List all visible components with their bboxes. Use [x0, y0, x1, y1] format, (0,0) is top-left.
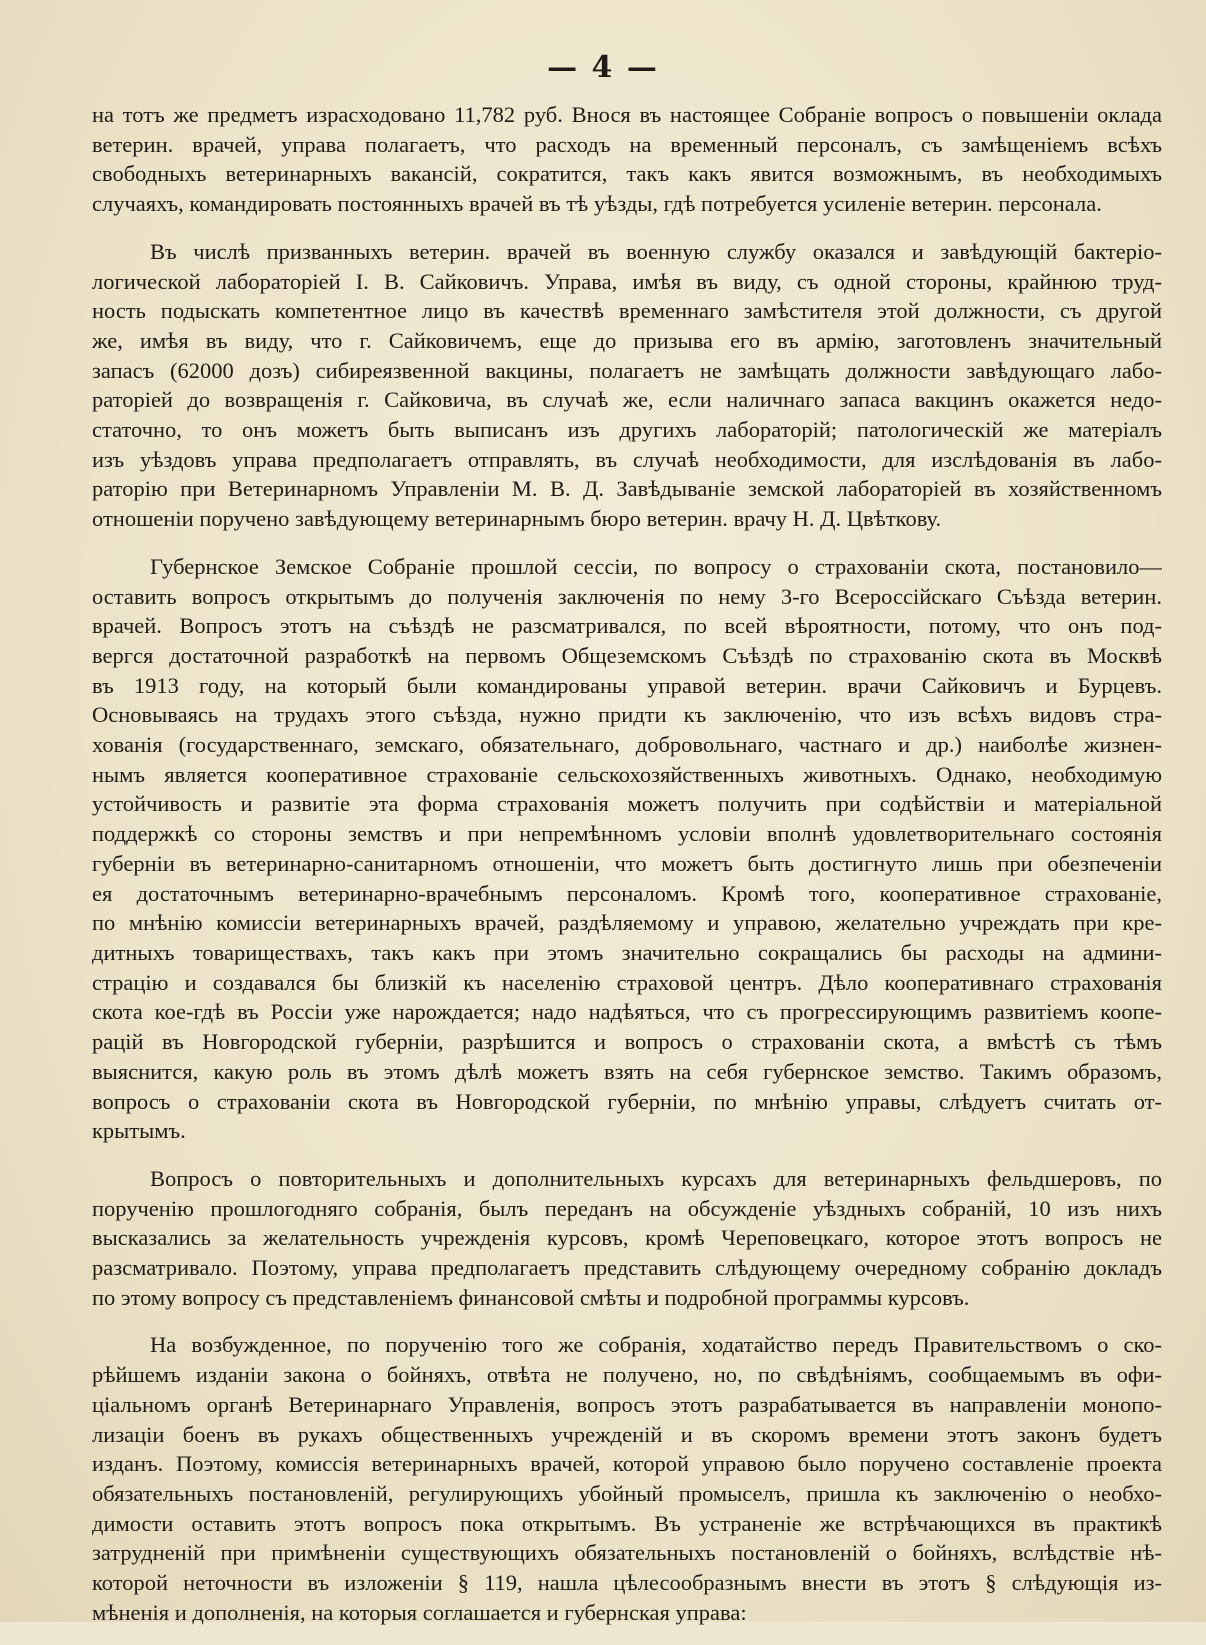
text-line: рѣйшемъ изданiи закона о бойняхъ, отвѣта не получено, но, по свѣдѣнiямъ, сообщаемымъ въ офи- [92, 1362, 1162, 1388]
text-line: Въ числѣ призванныхъ ветерин. врачей въ военную службу оказался и завѣдующiй бактерiо- [150, 238, 1162, 264]
text-line: выяснится, какую роль въ этомъ дѣлѣ можетъ взять на себя губернское земство. Такимъ образомъ, [92, 1058, 1162, 1084]
text-line: дитныхъ товариществахъ, такъ какъ при этомъ значительно сокращались бы расходы на админи- [92, 939, 1162, 965]
text-line: въ 1913 году, на который были командированы управой ветерин. врачи Сайковичъ и Бурцевъ. [92, 672, 1162, 698]
text-line: же, имѣя въ виду, что г. Сайковичемъ, еще до призыва его въ армiю, заготовленъ значительный [92, 327, 1162, 353]
text-line: ность подыскать компетентное лицо въ качествѣ временнаго замѣстителя этой должности, съ другой [92, 298, 1162, 324]
text-line: Основываясь на трудахъ этого съѣзда, нужно придти къ заключенiю, что изъ всѣхъ видовъ стра- [92, 702, 1162, 728]
text-line: цiальномъ органѣ Ветеринарнаго Управленiя, вопросъ этотъ разрабатывается въ направленiи монопо- [92, 1391, 1162, 1417]
text-line: рацiй въ Новгородской губернiи, разрѣшится и вопросъ о страхованiи скота, а вмѣстѣ съ тѣмъ [92, 1029, 1162, 1055]
text-line: изъ уѣздовъ управа предполагаетъ отправлять, въ случаѣ необходимости, для изслѣдованiя въ лабо- [92, 446, 1162, 472]
text-line: крытымъ. [92, 1118, 186, 1144]
text-line: мѣненiя и дополненiя, на которыя соглашается и губернская управа: [92, 1599, 747, 1625]
paragraph-5 [92, 1330, 1162, 1627]
body-text [92, 100, 1162, 1645]
paragraph-3 [92, 552, 1162, 1146]
text-line: по этому вопросу съ представленiемъ финансовой смѣты и подробной программы курсовъ. [92, 1284, 970, 1310]
text-line: страцiю и создавался бы близкiй къ населенiю страховой центръ. Дѣло кооперативнаго страхованiя [92, 969, 1162, 995]
text-line: запасъ (62000 дозъ) сибиреязвенной вакцины, полагаетъ не замѣщать должности завѣдующаго лабо- [92, 357, 1162, 383]
text-line: губернiи въ ветеринарно-санитарномъ отношенiи, что можетъ быть достигнуто лишь при обезпеченiи [92, 850, 1162, 876]
paragraph-2 [92, 237, 1162, 534]
text-line: вопросъ о страхованiи скота въ Новгородской губернiи, по мнѣнiю управы, слѣдуетъ считать от- [92, 1088, 1162, 1114]
text-line: логической лабораторiей I. В. Сайковичъ. Управа, имѣя въ виду, съ одной стороны, крайнюю труд- [92, 268, 1162, 294]
text-line: хованiя (государственнаго, земскаго, обязательнаго, добровольнаго, частнаго и др.) наиболѣе жизнен- [92, 732, 1162, 758]
text-line: статочно, то онъ можетъ быть выписанъ изъ другихъ лабораторiй; патологическiй же матерiалъ [92, 417, 1162, 443]
text-line: вергся достаточной разработкѣ на первомъ Общеземскомъ Съѣздѣ по страхованiю скота въ Москвѣ [92, 642, 1162, 668]
text-line: свободныхъ ветеринарныхъ вакансiй, сократится, такъ какъ явится возможнымъ, въ необходимыхъ [92, 161, 1162, 187]
text-line: скота кое-гдѣ въ Россiи уже нарождается; надо надѣяться, что съ прогрессирующимъ развитiемъ коопе- [92, 999, 1162, 1025]
text-line: Вопросъ о повторительныхъ и дополнительныхъ курсахъ для ветеринарныхъ фельдшеровъ, по [150, 1165, 1162, 1191]
text-line: ея достаточнымъ ветеринарно-врачебнымъ персоналомъ. Кромѣ того, кооперативное страхованiе, [92, 880, 1162, 906]
text-line: порученiю прошлогодняго собранiя, былъ переданъ на обсужденiе уѣздныхъ собранiй, 10 изъ нихъ [92, 1195, 1162, 1221]
text-line: разсматривало. Поэтому, управа предполагаетъ представить слѣдующему очередному собранiю докладъ [92, 1255, 1162, 1281]
text-line: лизацiи боенъ въ рукахъ общественныхъ учрежденiй и въ скоромъ времени этотъ законъ будетъ [92, 1421, 1162, 1447]
text-line: устойчивость и развитiе эта форма страхованiя можетъ получить при содѣйствiи и матерiальной [92, 791, 1162, 817]
text-line: поддержкѣ со стороны земствъ и при непремѣнномъ условiи вполнѣ удовлетворительнаго состоянiя [92, 821, 1162, 847]
text-line: нымъ является кооперативное страхованiе сельскохозяйственныхъ животныхъ. Однако, необходимую [92, 761, 1162, 787]
text-line: раторiей до возвращенiя г. Сайковича, въ случаѣ же, если наличнаго запаса вакцинъ окажется недо- [92, 387, 1162, 413]
text-line: На возбужденное, по порученiю того же собранiя, ходатайство передъ Правительствомъ о ско- [150, 1332, 1162, 1358]
text-line: которой неточности въ изложенiи § 119, нашла цѣлесообразнымъ внести въ этотъ § слѣдующiя из- [92, 1570, 1162, 1596]
text-line: изданъ. Поэтому, комиссiя ветеринарныхъ врачей, которой управою было поручено составленiе проекта [92, 1451, 1162, 1477]
text-line: случаяхъ, командировать постоянныхъ врачей въ тѣ уѣзды, гдѣ потребуется усиленiе ветерин. персонала. [92, 191, 1102, 217]
text-line: затрудненiй при примѣненiи существующихъ обязательныхъ постановленiй о бойняхъ, вслѣдствiе нѣ- [92, 1540, 1162, 1566]
text-line: обязательныхъ постановленiй, регулирующихъ убойный промыселъ, пришла къ заключенiю о необхо- [92, 1480, 1162, 1506]
text-line: оставить вопросъ открытымъ до полученiя заключенiя по нему 3-го Всероссiйскаго Съѣзда ветерин. [92, 583, 1162, 609]
text-line: димости оставить этотъ вопросъ пока открытымъ. Въ устраненiе же встрѣчающихся въ практикѣ [92, 1510, 1162, 1536]
text-line: отношенiи поручено завѣдующему ветеринарнымъ бюро ветерин. врачу Н. Д. Цвѣткову. [92, 506, 942, 532]
text-line: Губернское Земское Собранiе прошлой сессiи, по вопросу о страхованiи скота, постановило— [150, 553, 1162, 579]
paragraph-1 [92, 100, 1162, 219]
text-line: врачей. Вопросъ этотъ на съѣздѣ не разсматривался, по всей вѣроятности, потому, что онъ под- [92, 613, 1162, 639]
text-line: на тотъ же предметъ израсходовано 11,782 руб. Внося въ настоящее Собранiе вопросъ о повышенiи оклада [92, 102, 1162, 127]
page-number: — 4 — [547, 50, 659, 85]
text-line: высказались за желательность учрежденiя курсовъ, кромѣ Череповецкаго, которое этотъ вопросъ не [92, 1225, 1162, 1251]
text-line: раторiю при Ветеринарномъ Управленiи М. В. Д. Завѣдыванiе земской лабораторiей въ хозяйственномъ [92, 476, 1162, 502]
text-line: по мнѣнiю комиссiи ветеринарныхъ врачей, раздѣляемому и управою, желательно учреждать при кре- [92, 910, 1162, 936]
text-line: ветерин. врачей, управа полагаетъ, что расходъ на временный персоналъ, съ замѣщенiемъ всѣхъ [92, 131, 1162, 157]
paragraph-4 [92, 1164, 1162, 1313]
